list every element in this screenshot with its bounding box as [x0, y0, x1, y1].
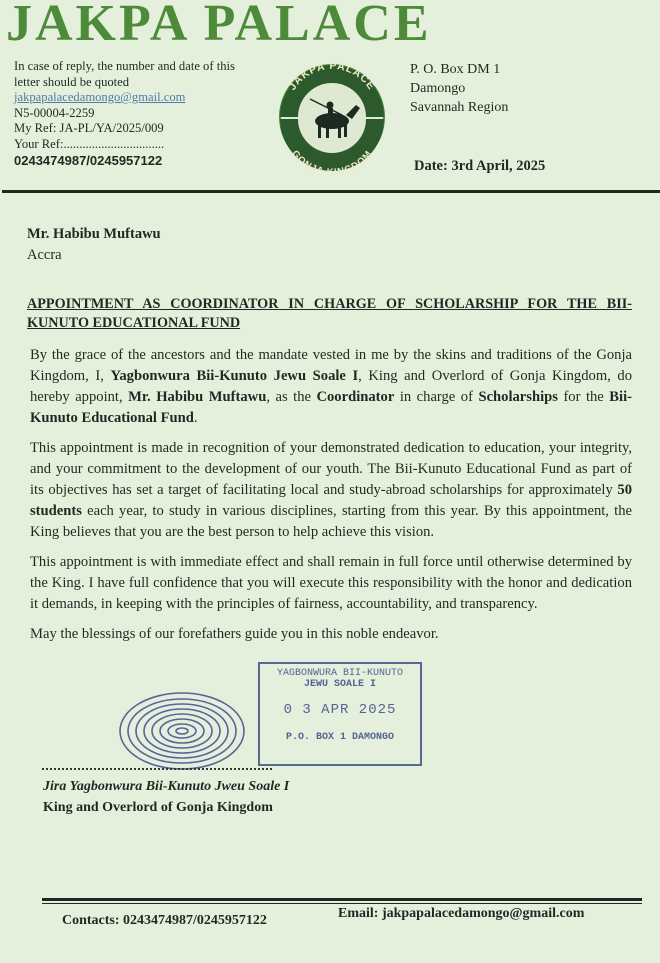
- footer-contacts: Contacts: 0243474987/0245957122: [62, 913, 267, 928]
- reference-block: [14, 59, 254, 169]
- p1-text-a: By the grace of the ancestors and the mandate vested in me by the skins and traditions of the Gonja Kingdom, I,: [30, 347, 632, 384]
- p1-text-k: .: [193, 410, 198, 426]
- signatory-name: Jira Yagbonwura Bii-Kunuto Jweu Soale I: [43, 779, 290, 794]
- my-ref: My Ref: JA-PL/YA/2025/009: [14, 121, 164, 135]
- footer: [62, 906, 642, 929]
- footer-divider-thin: [42, 903, 642, 904]
- town: Damongo: [410, 81, 466, 96]
- p1-text-i: for the: [557, 389, 610, 405]
- addressee-city: Accra: [27, 247, 62, 263]
- stamp-line-1: YAGBONWURA BII-KUNUTO: [276, 668, 404, 679]
- body-paragraph-2: [30, 438, 632, 543]
- stamp-date: 0 3 APR 2025: [283, 702, 397, 718]
- address-block: [410, 60, 630, 117]
- header-divider: [2, 190, 660, 193]
- signatory-block: [43, 776, 289, 818]
- footer-divider: [42, 898, 642, 901]
- p1-appointee: Mr. Habibu Muftawu: [128, 389, 267, 405]
- letter-date: Date: 3rd April, 2025: [414, 158, 546, 174]
- header-phones: 0243474987/0245957122: [14, 153, 163, 168]
- letter-subject: APPOINTMENT AS COORDINATOR IN CHARGE OF SCHOLARSHIP FOR THE BII-KUNUTO EDUCATIONAL FUND: [27, 296, 632, 331]
- po-box: P. O. Box DM 1: [410, 62, 501, 77]
- letter-body: [30, 345, 632, 654]
- addressee-name: Mr. Habibu Muftawu: [27, 226, 161, 242]
- addressee-block: [27, 224, 161, 266]
- region: Savannah Region: [410, 100, 509, 115]
- official-stamp: [258, 662, 422, 766]
- footer-email: Email: jakpapalacedamongo@gmail.com: [338, 906, 585, 921]
- p2-text-c: each year, to study in various disciplines, starting from this year. By this appointment, the King believes that you are the best person to help achieve this vision.: [30, 503, 632, 540]
- thumbprint-icon: [112, 686, 252, 776]
- body-paragraph-1: [30, 345, 632, 429]
- body-paragraph-3: This appointment is with immediate effect and shall remain in full force until otherwise determined by the King. I have full confidence that you will execute this responsibility with the honor and dedication it demands, in keeping with the principles of fairness, accountability, and transparency.: [30, 554, 632, 612]
- p1-fund: Bii-Kunuto Educational Fund: [30, 389, 632, 426]
- signature-line: [42, 768, 272, 770]
- p1-scholarships: Scholarships: [478, 389, 558, 405]
- p2-text-a: This appointment is made in recognition of your demonstrated dedication to education, your integrity, and your commitment to the development of our youth. The Bii-Kunuto Educational Fund as part of its objectives has set a target of facilitating local and study-abroad scholarships for approximately: [30, 440, 632, 498]
- p1-text-e: , as the: [266, 389, 317, 405]
- stamp-line-4: P.O. BOX 1 DAMONGO: [285, 732, 395, 743]
- logo-text-bottom: GONJA KINGDOM: [289, 148, 375, 175]
- signatory-title: King and Overlord of Gonja Kingdom: [43, 800, 273, 815]
- reference-code: N5-00004-2259: [14, 105, 95, 120]
- stamp-line-2: JEWU SOALE I: [303, 679, 376, 690]
- your-ref: Your Ref:................................: [14, 136, 165, 151]
- body-paragraph-4: May the blessings of our forefathers guide you in this noble endeavor.: [30, 626, 439, 642]
- p1-role: Coordinator: [316, 389, 395, 405]
- p2-student-count: 50 students: [30, 482, 632, 519]
- p1-king-name: Yagbonwura Bii-Kunuto Jewu Soale I: [110, 368, 359, 384]
- p1-text-g: in charge of: [394, 389, 479, 405]
- p1-text-c: , King and Overlord of Gonja Kingdom, do hereby appoint,: [30, 368, 632, 405]
- logo-text-top: JAKPA PALACE: [286, 59, 378, 93]
- reply-note: In case of reply, the number and date of this letter should be quoted: [14, 59, 235, 89]
- header-email-link[interactable]: jakpapalacedamongo@gmail.com: [14, 90, 186, 104]
- palace-logo: [266, 55, 398, 175]
- letterhead-title: JAKPA PALACE: [6, 0, 432, 52]
